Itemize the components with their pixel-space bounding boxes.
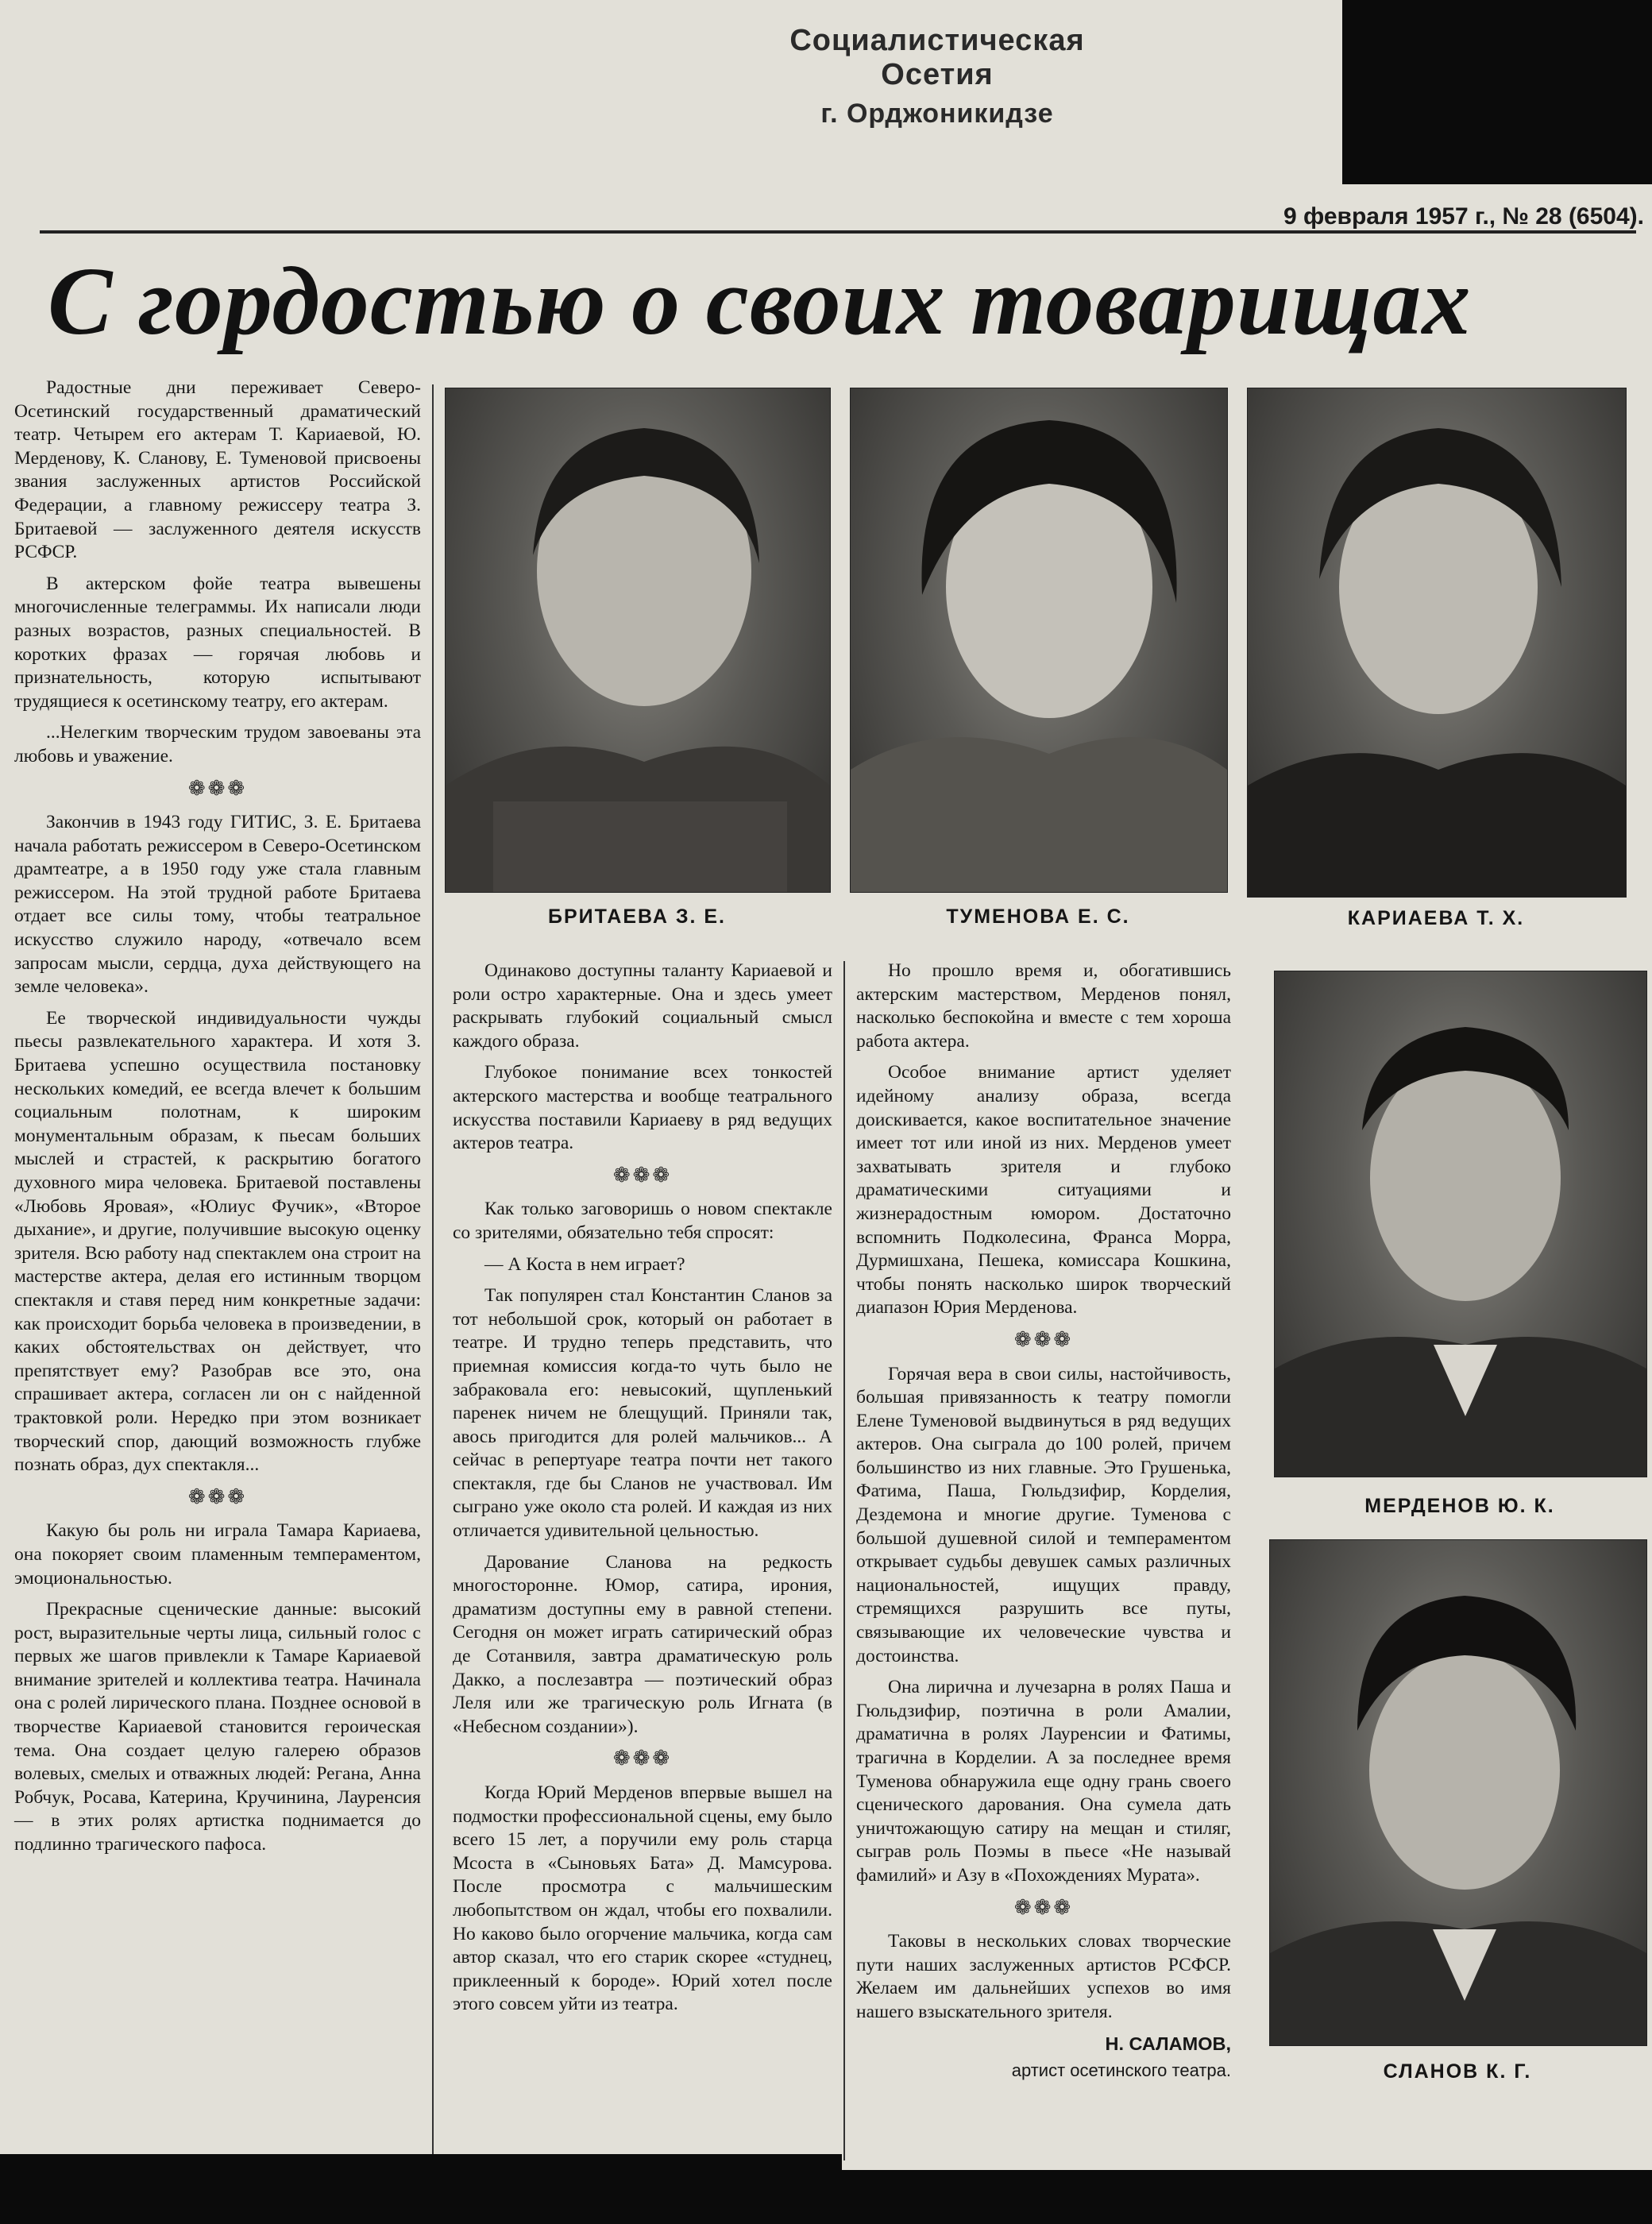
- paragraph: Дарование Сланова на редкость многосторонне. Юмор, сатира, ирония, драматизм доступны ему в равной степени. Сегодня он может играть сатирический образ де Сотанвиля, завтра драматическую роль Дакко, а послезавтра — поэтический образ Леля или же трагическую роль Игната (в «Небесном создании»).: [453, 1551, 832, 1737]
- photo-kariaeva: [1247, 388, 1627, 898]
- paragraph: Так популярен стал Константин Сланов за тот небольшой срок, который он работает в театре. И трудно теперь представить, что приемная комиссия когда-то чуть было не забраковала его: невысокий, щупленький паренек ничем не блещущий. Приняли так, авось пригодится для ролей мальчиков... А сейчас в репертуаре театра почти нет такого спектакля, где бы Сланов не участвовал. Им сыграно уже около ста ролей. И каждая из них отличается удивительной цельностью.: [453, 1285, 832, 1542]
- stamp-line-2: г. Орджоникидзе: [820, 98, 1054, 129]
- scan-border: [1342, 0, 1652, 184]
- author-name: Н. САЛАМОВ,: [1105, 2033, 1231, 2054]
- paragraph: Но прошло время и, обогатившись актерским мастерством, Мерденов понял, насколько беспокойна и вместе с тем хороша работа актера.: [856, 960, 1231, 1052]
- paragraph: Таковы в нескольких словах творческие пути наших заслуженных артистов РСФСР. Желаем им дальнейших успехов во имя нашего взыскательного зрителя.: [856, 1931, 1231, 2022]
- column-rule: [843, 961, 845, 2160]
- newspaper-stamp: [731, 24, 1144, 129]
- photo-slanov: [1269, 1539, 1647, 2046]
- scan-border: [0, 2154, 842, 2224]
- caption-slanov: СЛАНОВ К. Г.: [1383, 2060, 1532, 2083]
- caption-kariaeva: КАРИАЕВА Т. Х.: [1347, 907, 1525, 929]
- article-column-1: [14, 376, 421, 1865]
- paragraph: Прекрасные сценические данные: высокий рост, выразительные черты лица, сильный голос с первых же шагов привлекли к Тамаре Кариаевой внимание зрителей и коллектива театра. Начинала она с ролей лирического плана. Позднее основой в творчестве Кариаевой становится героическая тема. Она создает целую галерею образов волевых, смелых и отважных людей: Регана, Анна Робчук, Росава, Катерина, Кручинина, Лауренсия — в этих ролях артистка поднимается до подлинно трагического пафоса.: [14, 1599, 421, 1855]
- section-separator: ❁❁❁: [612, 1747, 673, 1770]
- author-title: артист осетинского театра.: [1011, 2060, 1231, 2081]
- section-separator: ❁❁❁: [1013, 1895, 1074, 1919]
- section-separator: ❁❁❁: [187, 776, 248, 800]
- section-separator: ❁❁❁: [1013, 1327, 1074, 1351]
- paragraph: ...Нелегким творческим трудом завоеваны эта любовь и уважение.: [14, 722, 421, 766]
- caption-tumenova: ТУМЕНОВА Е. С.: [946, 905, 1130, 928]
- paragraph: Какую бы роль ни играла Тамара Кариаева, она покоряет своим пламенным темпераментом, эмоциональностью.: [14, 1520, 421, 1589]
- article-column-2: [453, 959, 832, 2025]
- photo-merdenov: [1274, 971, 1647, 1477]
- paragraph: Одинаково доступны таланту Кариаевой и роли остро характерные. Она и здесь умеет раскрывать глубокий социальный смысл каждого образа.: [453, 960, 832, 1052]
- headline: С гордостью о своих товарищах: [48, 248, 1472, 355]
- column-rule: [432, 384, 434, 2156]
- article-column-3: [856, 959, 1231, 2091]
- scan-border: [842, 2170, 1652, 2224]
- section-separator: ❁❁❁: [612, 1163, 673, 1187]
- photo-tumenova: [850, 388, 1228, 893]
- stamp-line-1: Социалистическая Осетия: [789, 24, 1085, 91]
- caption-merdenov: МЕРДЕНОВ Ю. К.: [1364, 1495, 1555, 1517]
- paragraph: Горячая вера в свои силы, настойчивость, большая привязанность к театру помогли Елене Туменовой выдвинуться в ряд ведущих актеров. Она сыграла до 100 ролей, причем большинство из них главные. Это Грушенька, Фатима, Паша, Гюльдзифир, Корделия, Дездемона и многие другие. Туменова с большой душевной силой и темпераментом открывает судьбы девушек самых различных национальностей, ищущих правду, стремящихся разрушить все путы, связывающие их человеческие чувства и достоинства.: [856, 1363, 1231, 1666]
- paragraph: Она лирична и лучезарна в ролях Паша и Гюльдзифир, поэтична в роли Амалии, драматична в ролях Лауренсии и Фатимы, трагична в Корделии. А за последнее время Туменова обнаружила еще одну грань своего сценического дарования. Она сумела дать уничтожающую сатиру на мещан и стиляг, сыграв роль Поэмы в пьесе «Не называй фамилий» и Азу в «Похождениях Мурата».: [856, 1677, 1231, 1886]
- paragraph: — А Коста в нем играет?: [484, 1253, 685, 1275]
- paragraph: Особое внимание артист уделяет идейному анализу образа, всегда доискивается, какое воспитательное значение имеет тот или иной из них. Мерденов умеет захватывать зрителя и глубоко драматическими ситуациями и жизнерадостным юмором. Достаточно вспомнить Подколесина, Франса Морра, Дурмишхана, Пешека, комиссара Кошкина, чтобы понять насколько широк творческий диапазон Юрия Мерденова.: [856, 1062, 1231, 1319]
- section-separator: ❁❁❁: [187, 1485, 248, 1508]
- top-rule: [40, 230, 1636, 234]
- paragraph: Закончив в 1943 году ГИТИС, З. Е. Бритаева начала работать режиссером в Северо-Осетинском драмтеатре, а в 1950 году уже стала главным режиссером. На этой трудной работе Бритаева отдает все силы тому, чтобы театральное искусство служило народу, «отвечало всем запросам мысли, сердца, духа действующего на земле человека».: [14, 812, 421, 998]
- caption-britaeva: БРИТАЕВА З. Е.: [547, 905, 727, 928]
- paragraph: Глубокое понимание всех тонкостей актерского мастерства и вообще театрального искусства поставили Кариаеву в ряд ведущих актеров театра.: [453, 1062, 832, 1154]
- paragraph: В актерском фойе театра вывешены многочисленные телеграммы. Их написали люди разных возрастов, разных специальностей. В коротких фразах — горячая любовь и признательность, которую испытывают трудящиеся к осетинскому театру, его актерам.: [14, 573, 421, 712]
- paragraph: Когда Юрий Мерденов впервые вышел на подмостки профессиональной сцены, ему было всего 15 лет, а поручили ему роль старца Мсоста в «Сыновьях Бата» Д. Мамсурова. После просмотра с мальчишеским любопытством он ждал, чтобы его похвалили. Но каково было огорчение мальчика, когда сам автор сказал, что его старик скорее «студнец, приклеенный к бороде». Юрий хотел после этого совсем уйти из театра.: [453, 1782, 832, 2015]
- paragraph: Радостные дни переживает Северо-Осетинский государственный драматический театр. Четырем его актерам Т. Кариаевой, Ю. Мерденову, К. Сланову, Е. Туменовой присвоены звания заслуженных артистов Российской Федерации, а главному режиссеру театра З. Бритаевой — заслуженного деятеля искусств РСФСР.: [14, 377, 421, 563]
- photo-britaeva: [445, 388, 831, 893]
- paragraph: Как только заговоришь о новом спектакле со зрителями, обязательно тебя спросят:: [453, 1199, 832, 1243]
- dateline: 9 февраля 1957 г., № 28 (6504).: [1283, 203, 1644, 230]
- paragraph: Ее творческой индивидуальности чужды пьесы развлекательного характера. И хотя З. Бритаева успешно осуществила постановку нескольких комедий, ее всегда влечет к большим социальным полотнам, к широким монументальным образам, к пьесам больших мыслей и страстей, к раскрытию богатого духовного мира человека. Бритаевой поставлены «Любовь Яровая», «Юлиус Фучик», «Второе дыхание», и другие, получившие высокую оценку зрителя. Всю работу над спектаклем она строит на мастерстве актера, делая его истинным творцом спектакля и ставя перед ним конкретные задачи: как происходит борьба человека в произведении, в каких обстоятельствах он действует, что препятствует ему? Разобрав все это, она спрашивает актера, согласен ли он с найденной трактовкой роли. Нередко при этом возникает творческий спор, дающий возможность глубже познать образ, дух спектакля...: [14, 1007, 421, 1476]
